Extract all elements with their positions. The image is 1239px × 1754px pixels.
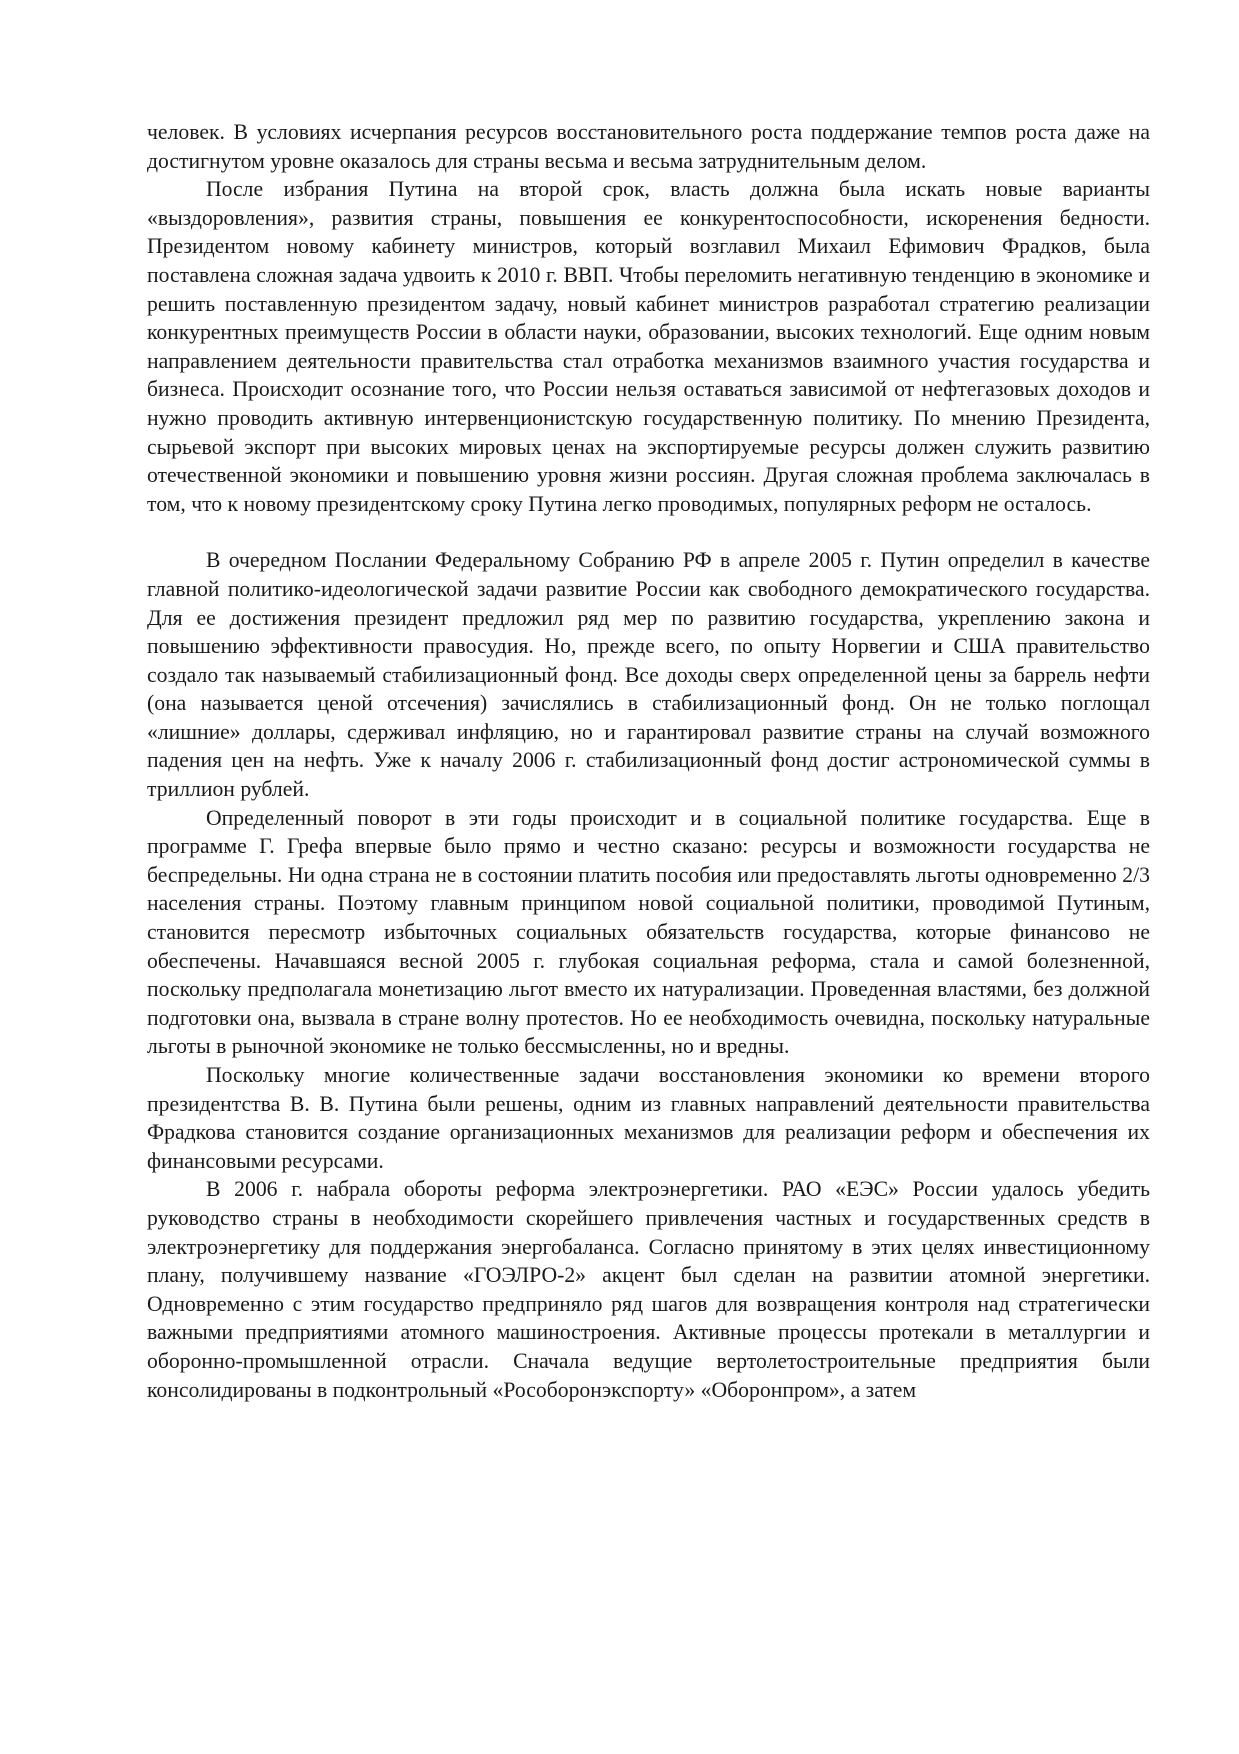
paragraph-second-term: После избрания Путина на второй срок, власть должна была искать новые варианты «выздоровления», развития страны, повышения ее конкурентоспособности, искоренения бедности. Президентом новому кабинету министров, который возглавил Михаил Ефимович Фрадков, была поставлена сложная задача удвоить к 2010 г. ВВП. Чтобы переломить негативную тенденцию в экономике и решить поставленную президентом задачу, новый кабинет министров разработал стратегию реализации конкурентных преимуществ России в области науки, образовании, высоких технологий. Еще одним новым направлением деятельности правительства стал отработка механизмов взаимного участия государства и бизнеса. Происходит осознание того, что России нельзя оставаться зависимой от нефтегазовых доходов и нужно проводить активную интервенционистскую государственную политику. По мнению Президента, сырьевой экспорт при высоких мировых ценах на экспортируемые ресурсы должен служить развитию отечественной экономики и повышению уровня жизни россиян. Другая сложная проблема заключалась в том, что к новому президентскому сроку Путина легко проводимых, популярных реформ не осталось. bbox=[147, 177, 1150, 516]
paragraph-federal-address: В очередном Послании Федеральному Собранию РФ в апреле 2005 г. Путин определил в качестве главной политико-идеологической задачи развитие России как свободного демократического государства. Для ее достижения президент предложил ряд мер по развитию государства, укреплению закона и повышению эффективности правосудия. Но, прежде всего, по опыту Норвегии и США правительство создало так называемый стабилизационный фонд. Все доходы сверх определенной цены за баррель нефти (она называется ценой отсечения) зачислялись в стабилизационный фонд. Он не только поглощал «лишние» доллары, сдерживал инфляцию, но и гарантировал развитие страны на случай возможного падения цен на нефть. Уже к началу 2006 г. стабилизационный фонд достиг астрономической суммы в триллион рублей. bbox=[147, 548, 1150, 802]
paragraph-fradkov-government: Поскольку многие количественные задачи восстановления экономики ко времени второго президентства В. В. Путина были решены, одним из главных направлений деятельности правительства Фрадкова становится создание организационных механизмов для реализации реформ и обеспечения их финансовыми ресурсами. bbox=[147, 1063, 1150, 1173]
paragraph-electricity-reform: В 2006 г. набрала обороты реформа электроэнергетики. РАО «ЕЭС» России удалось убедить руководство страны в необходимости скорейшего привлечения частных и государственных средств в электроэнергетику для поддержания энергобаланса. Согласно принятому в этих целях инвестиционному плану, получившему название «ГОЭЛРО-2» акцент был сделан на развитии атомной энергетики. Одновременно с этим государство предприняло ряд шагов для возвращения контроля над стратегически важными предприятиями атомного машиностроения. Активные процессы протекали в металлургии и оборонно-промышленной отрасли. Сначала ведущие вертолетостроительные предприятия были консолидированы в подконтрольный «Рособоронэкспорту» «Оборонпром», а затем bbox=[147, 1177, 1150, 1402]
paragraph-social-policy: Определенный поворот в эти годы происходит и в социальной политике государства. Еще в программе Г. Грефа впервые было прямо и честно сказано: ресурсы и возможности государства не беспредельны. Ни одна страна не в состоянии платить пособия или предоставлять льготы одновременно 2/3 населения страны. Поэтому главным принципом новой социальной политики, проводимой Путиным, становится пересмотр избыточных социальных обязательств государства, которые финансово не обеспечены. Начавшаяся весной 2005 г. глубокая социальная реформа, стала и самой болезненной, поскольку предполагала монетизацию льгот вместо их натурализации. Проведенная властями, без должной подготовки она, вызвала в стране волну протестов. Но ее необходимость очевидна, поскольку натуральные льготы в рыночной экономике не только бессмысленны, но и вредны. bbox=[147, 805, 1150, 1059]
paragraph-gap bbox=[147, 518, 1150, 546]
document-page bbox=[147, 118, 1150, 1404]
paragraph-continuation: человек. В условиях исчерпания ресурсов восстановительного роста поддержание темпов роста даже на достигнутом уровне оказалось для страны весьма и весьма затруднительным делом. bbox=[147, 120, 1150, 173]
